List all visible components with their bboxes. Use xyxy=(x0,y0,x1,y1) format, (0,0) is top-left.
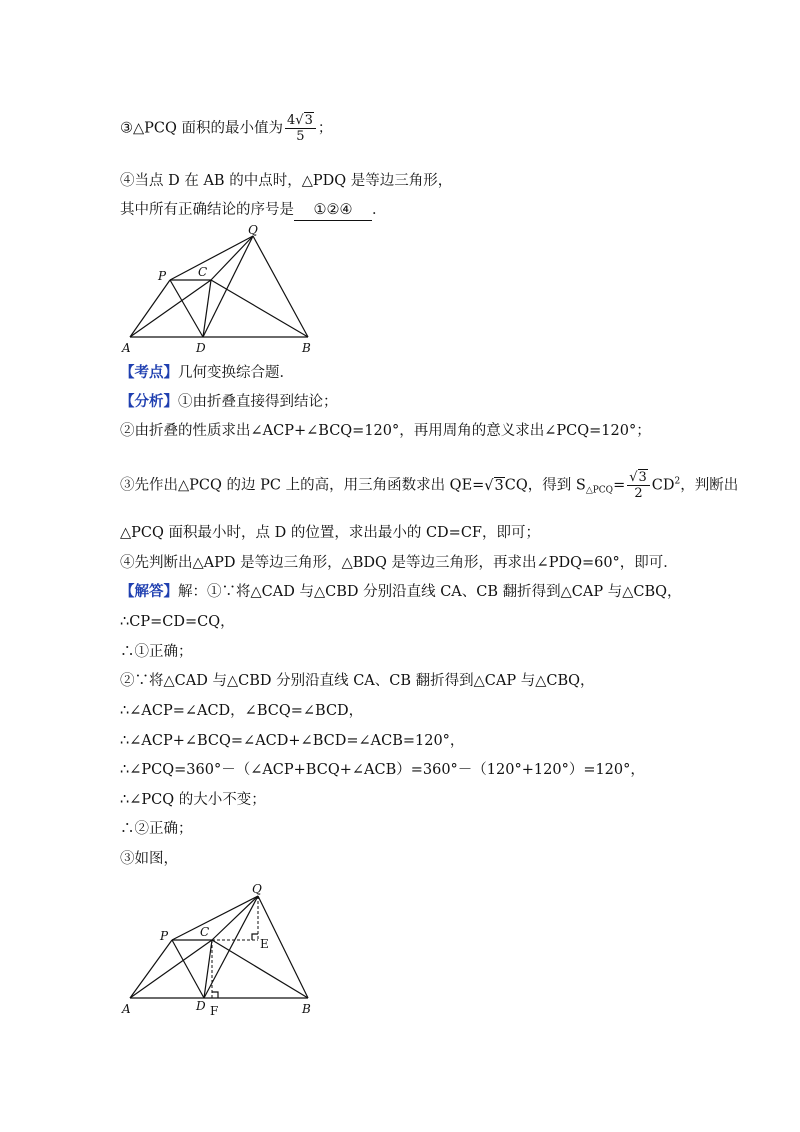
label-P: P xyxy=(158,269,167,283)
segment-PQ xyxy=(170,236,253,280)
kaodian-tag: 【考点】 xyxy=(120,364,178,381)
radicand: 3 xyxy=(304,113,313,128)
fraction-min-area xyxy=(285,113,316,144)
question-line xyxy=(120,200,387,221)
statement-3-text: ③△PCQ 面积的最小值为 xyxy=(120,120,283,137)
jieda-line-10: ③如图， xyxy=(120,851,178,867)
kaodian-line xyxy=(120,363,294,383)
geometry-figure-2 xyxy=(118,880,328,1020)
jieda-line-8: ∴∠PCQ 的大小不变； xyxy=(120,792,266,808)
segment-PQ xyxy=(172,896,258,940)
right-angle-E xyxy=(252,934,258,940)
square-exponent: 2 xyxy=(674,476,681,487)
fenxi-3-part-a: ③先作出△PCQ 的边 PC 上的高，用三角函数求出 QE= xyxy=(120,477,485,494)
segment-CQ xyxy=(212,896,258,940)
figure-2-lines xyxy=(130,896,308,998)
sqrt-symbol: √3 xyxy=(295,113,313,128)
sqrt-3-a-radicand: 3 xyxy=(494,477,504,494)
fenxi-line-2: ②由折叠的性质求出∠ACP+∠BCQ=120°，再用周角的意义求出∠PCQ=120°； xyxy=(120,423,651,439)
jieda-line-4: ②∵将△CAD 与△CBD 分别沿直线 CA、CB 翻折得到△CAP 与△CBQ， xyxy=(120,673,595,689)
jieda-tag: 【解答】 xyxy=(120,583,178,600)
label-C: C xyxy=(198,265,208,279)
fenxi-tag: 【分析】 xyxy=(120,393,178,410)
label-C: C xyxy=(200,925,210,939)
fenxi-3-part-e: ，判断出 xyxy=(680,477,739,494)
jieda-line-2: ∴CP=CD=CQ， xyxy=(120,614,235,630)
segment-AC xyxy=(130,280,211,337)
fraction-sqrt3-over-2 xyxy=(627,470,650,501)
jieda-line-5: ∴∠ACP=∠ACD，∠BCQ=∠BCD， xyxy=(120,703,364,719)
fenxi-line-1 xyxy=(120,392,338,412)
segment-AP xyxy=(130,940,172,998)
fraction-coefficient: 4 xyxy=(287,113,296,128)
statement-3-suffix: ； xyxy=(317,120,333,137)
fraction-2-denominator: 2 xyxy=(634,486,643,501)
fenxi-line-3 xyxy=(120,470,738,501)
segment-QB xyxy=(253,236,308,337)
question-text: 其中所有正确结论的序号是 xyxy=(120,202,294,218)
sqrt-3-b: √3 xyxy=(629,470,647,485)
jieda-line-1 xyxy=(120,582,682,602)
question-suffix: ． xyxy=(372,202,387,218)
jieda-line-3: ∴①正确； xyxy=(120,644,193,660)
fenxi-line-4: △PCQ 面积最小时，点 D 的位置，求出最小的 CD=CF，即可； xyxy=(120,525,540,541)
jieda-text-1: 解：①∵将△CAD 与△CBD 分别沿直线 CA、CB 翻折得到△CAP 与△CBQ， xyxy=(178,584,682,600)
kaodian-text: 几何变换综合题． xyxy=(178,365,294,381)
jieda-line-7: ∴∠PCQ=360°－（∠ACP+BCQ+∠ACB）=360°－（120°+120°）=120°， xyxy=(120,762,645,778)
segment-AP xyxy=(130,280,170,337)
jieda-line-9: ∴②正确； xyxy=(120,821,193,837)
geometry-figure-1 xyxy=(118,222,328,357)
jieda-line-6: ∴∠ACP+∠BCQ=∠ACD+∠BCD=∠ACB=120°， xyxy=(120,733,465,749)
statement-3 xyxy=(120,113,332,144)
label-A: A xyxy=(122,1002,131,1016)
label-E: E xyxy=(260,937,269,951)
area-subscript: △PCQ xyxy=(585,485,614,496)
label-A: A xyxy=(122,341,131,355)
sqrt-3-b-radicand: 3 xyxy=(638,470,647,485)
fenxi-text-1: ①由折叠直接得到结论； xyxy=(178,394,338,410)
label-D: D xyxy=(196,999,206,1013)
label-P: P xyxy=(160,929,169,943)
label-F: F xyxy=(210,1004,219,1018)
label-D: D xyxy=(196,341,206,355)
fenxi-3-part-b: CQ，得到 S xyxy=(504,477,586,494)
figure-1-lines xyxy=(130,236,308,337)
right-angle-F xyxy=(212,992,218,998)
label-Q: Q xyxy=(248,223,258,237)
fenxi-3-equals: = xyxy=(613,477,626,494)
sqrt-3-a: √3 xyxy=(484,477,504,494)
segment-CB xyxy=(211,280,308,337)
label-B: B xyxy=(302,341,311,355)
statement-4: ④当点 D 在 AB 的中点时，△PDQ 是等边三角形， xyxy=(120,173,453,189)
segment-CQ xyxy=(211,236,253,280)
label-Q: Q xyxy=(252,882,262,896)
fenxi-3-cd: CD xyxy=(651,477,675,494)
label-B: B xyxy=(302,1002,311,1016)
answer-blank: ①②④ xyxy=(294,200,372,221)
fraction-denominator: 5 xyxy=(296,129,305,144)
fenxi-line-5: ④先判断出△APD 是等边三角形，△BDQ 是等边三角形，再求出∠PDQ=60°，即可． xyxy=(120,555,678,571)
